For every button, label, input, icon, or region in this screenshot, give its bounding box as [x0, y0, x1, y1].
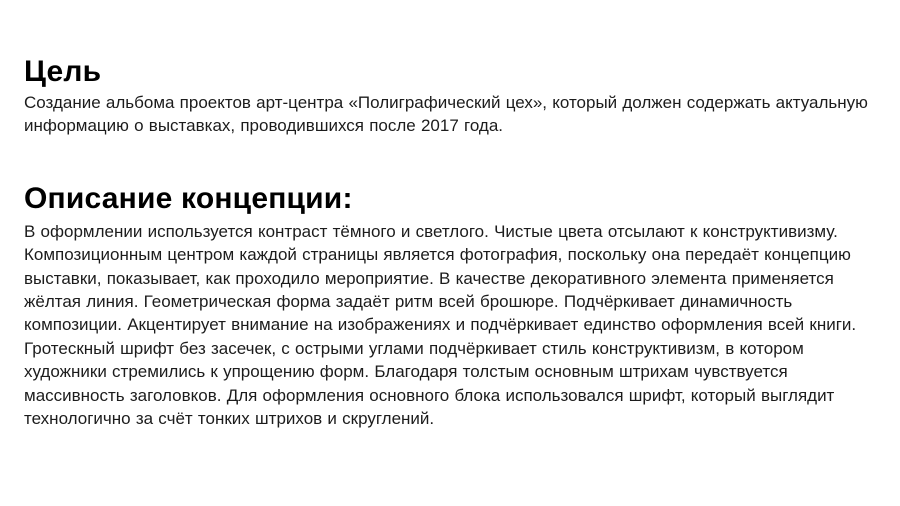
concept-paragraph-line: технологично за счёт тонких штрихов и скруглений. [24, 409, 435, 429]
concept-paragraph-line: композиции. Акцентирует внимание на изображениях и подчёркивает единство оформления всей книги. [24, 315, 857, 335]
page-content [24, 0, 882, 430]
concept-heading: Описание концепции: [24, 181, 353, 215]
goal-heading: Цель [24, 55, 102, 88]
concept-paragraph-line: жёлтая линия. Геометрическая форма задаёт ритм всей брошюре. Подчёркивает динамичность [24, 292, 793, 312]
goal-paragraph [24, 91, 882, 138]
concept-paragraph-line: В оформлении используется контраст тёмного и светлого. Чистые цвета отсылают к конструктивизму. [24, 221, 838, 241]
section-concept [24, 181, 882, 431]
section-goal [24, 57, 882, 138]
concept-paragraph-line: массивность заголовков. Для оформления основного блока использовался шрифт, который выглядит [24, 385, 835, 405]
goal-paragraph-line: информацию о выставках, проводившихся после 2017 года. [24, 116, 504, 136]
concept-paragraph-line: Композиционным центром каждой страницы является фотография, поскольку она передаёт концепцию [24, 245, 851, 265]
goal-paragraph-line: Создание альбома проектов арт-центра «Полиграфический цех», который должен содержать актуальную [24, 93, 868, 112]
concept-paragraph-line: художники стремились к упрощению форм. Благодаря толстым основным штрихам чувствуется [24, 362, 788, 382]
concept-paragraph-line: Гротескный шрифт без засечек, с острыми углами подчёркивает стиль конструктивизм, в котором [24, 338, 804, 358]
concept-paragraph [24, 220, 882, 431]
concept-paragraph-line: выставки, показывает, как проходило мероприятие. В качестве декоративного элемента применяется [24, 268, 834, 288]
